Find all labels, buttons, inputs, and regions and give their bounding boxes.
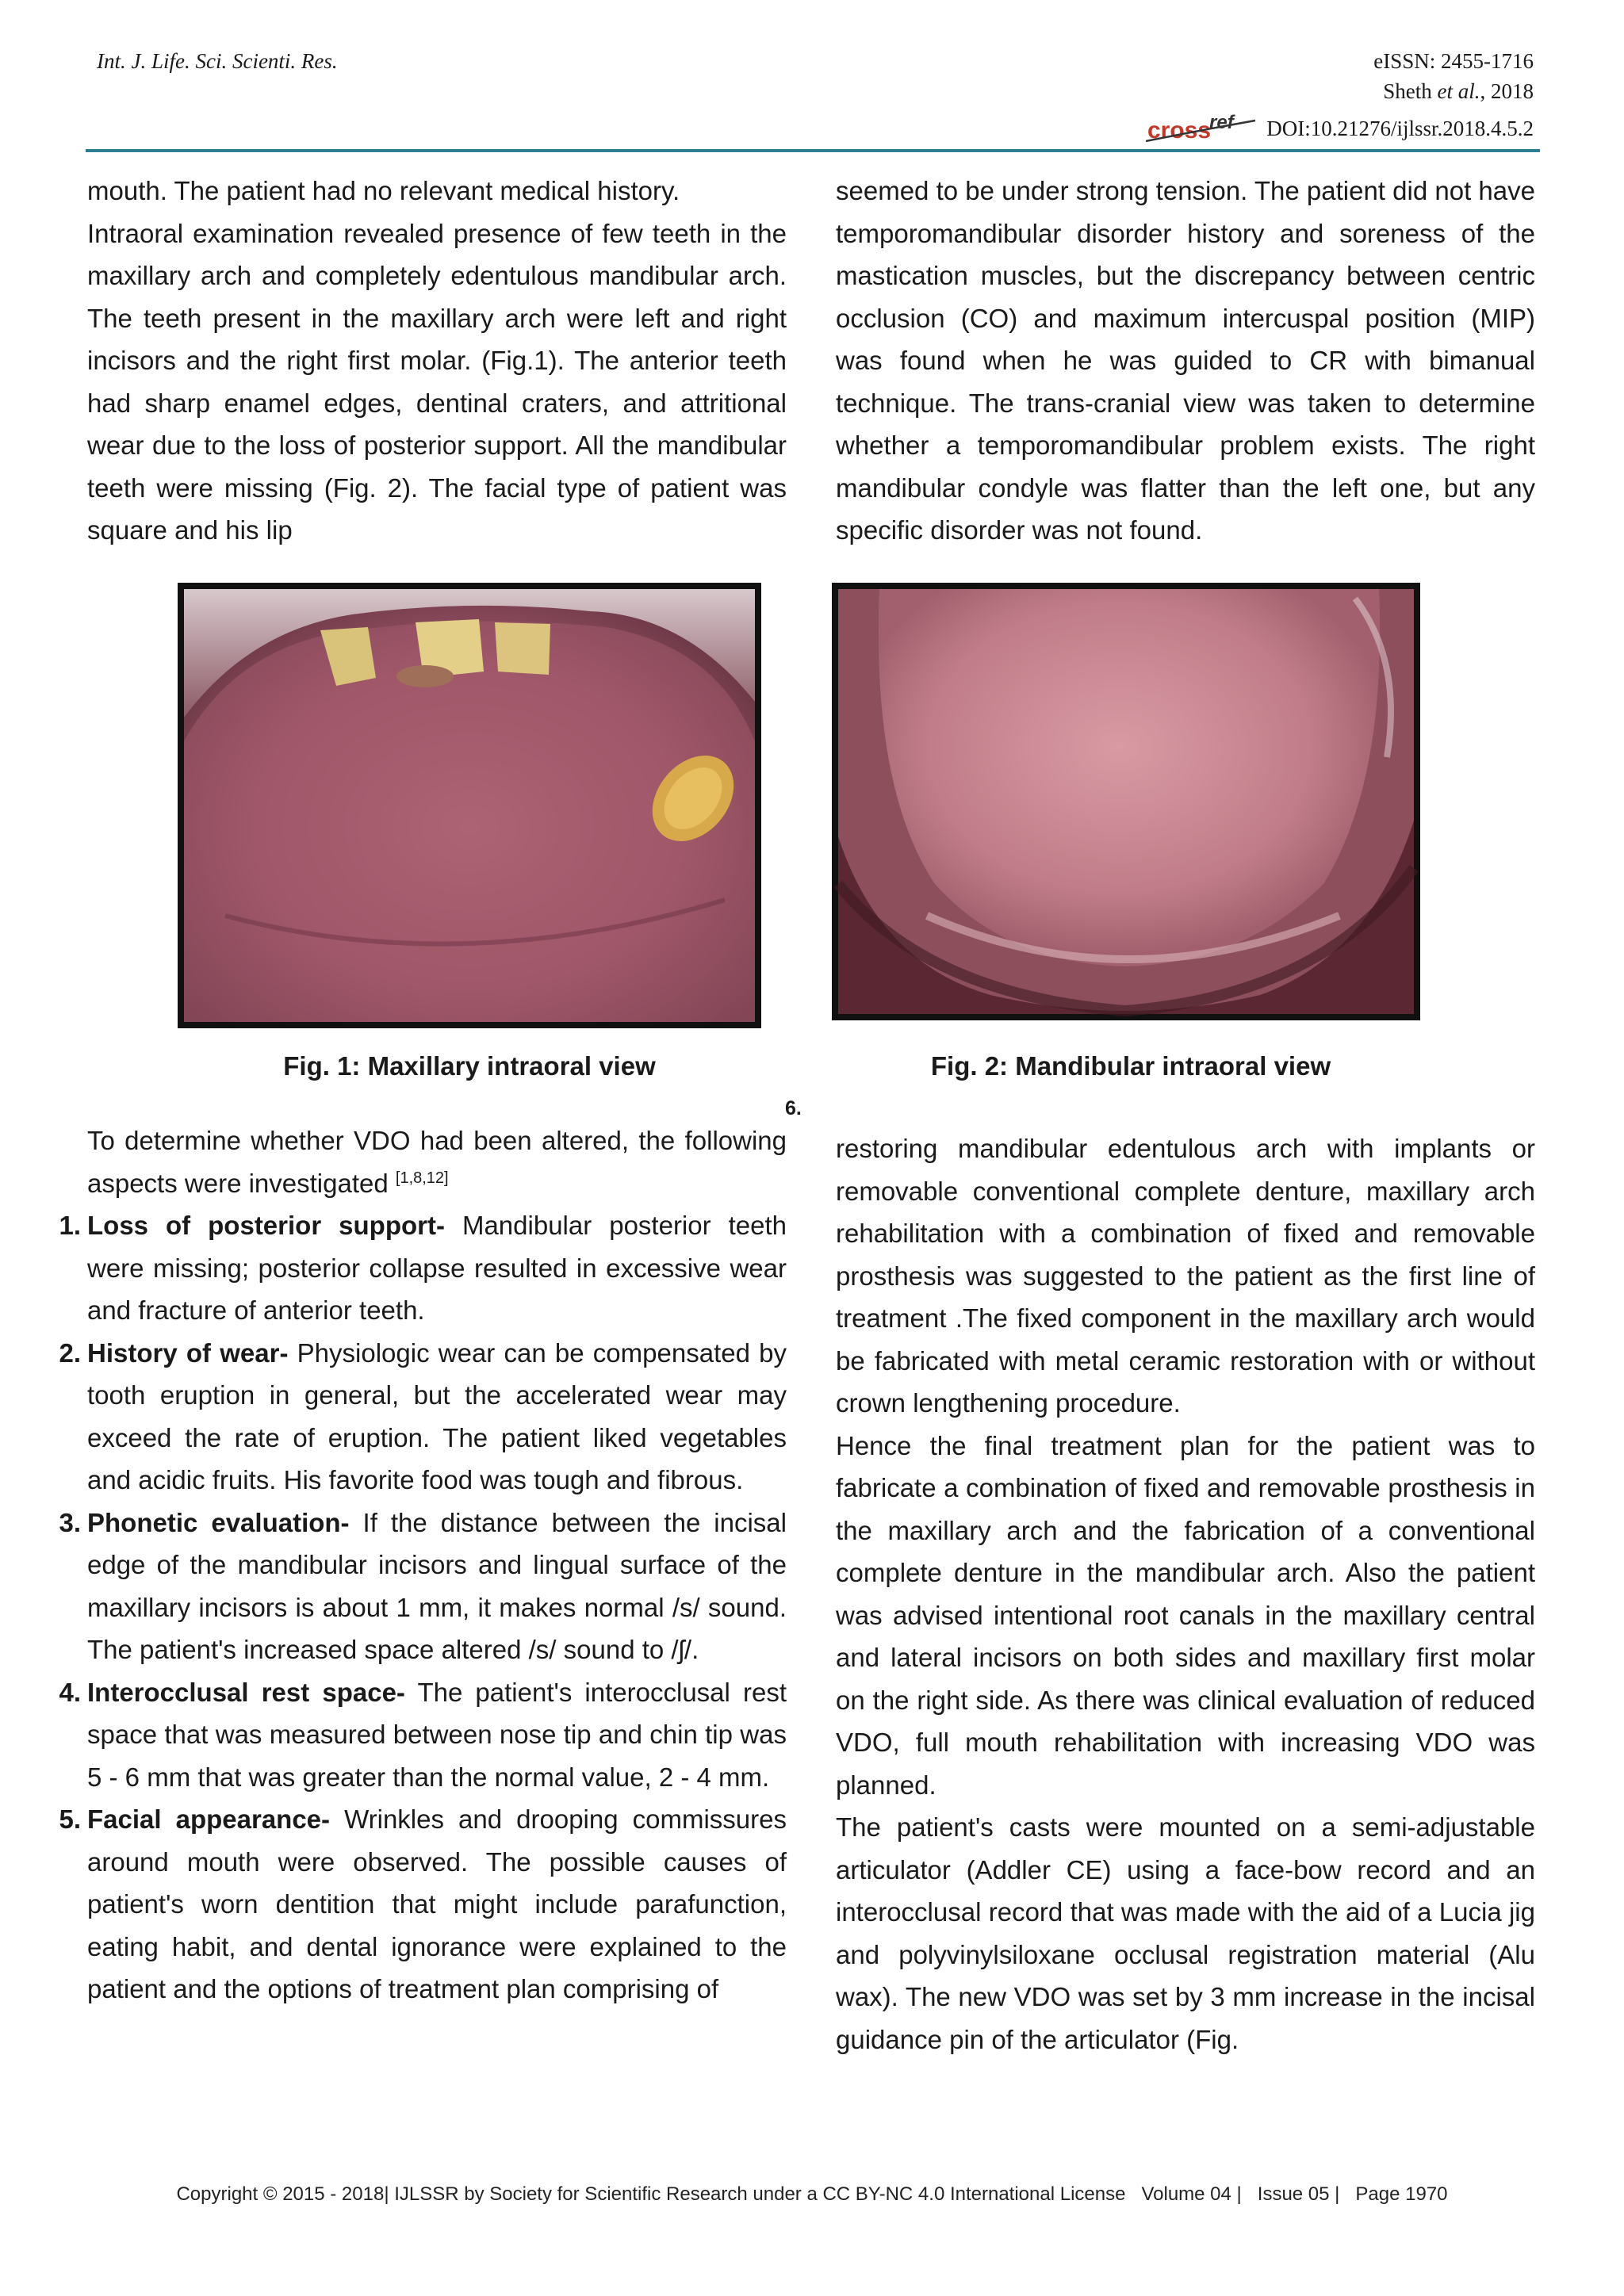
svg-text:cross: cross — [1147, 117, 1212, 144]
right-column-top — [836, 170, 1535, 552]
paragraph: The patient's casts were mounted on a semi-adjustable articulator (Addler CE) using a face-bow record and an interocclusal record that was made with the aid of a Lucia jig and polyvinylsiloxane occlusal registration material (Alu wax). The new VDO was set by 3 mm increase in the incisal guidance pin of the articulator (Fig. — [836, 1812, 1535, 2054]
paragraph: seemed to be under strong tension. The patient did not have temporomandibular disorder history and soreness of the mastication muscles, but the discrepancy between centric occlusion (CO) and maximum intercuspal position (MIP) was found when he was guided to CR with bimanual technique. The trans-cranial view was taken to determine whether a temporomandibular problem exists. The right mandibular condyle was flatter than the left one, but any specific disorder was not found. — [836, 176, 1535, 545]
aspects-list — [59, 1204, 787, 2011]
maxillary-intraoral-image — [178, 583, 761, 1028]
list-item: 2. History of wear- Physiologic wear can be compensated by tooth eruption in general, but the accelerated wear may exceed the rate of eruption. The patient liked vegetables and acidic fruits. His favorite food was tough and fibrous. — [59, 1337, 787, 1494]
header-rule — [86, 149, 1540, 152]
figure-2-caption: Fig. 2: Mandibular intraoral view — [930, 1051, 1331, 1081]
eissn: eISSN: 2455-1716 — [1373, 49, 1534, 73]
figure-1-photo — [178, 583, 761, 1028]
stray-mark: 6. — [785, 1097, 802, 1119]
mandibular-intraoral-image — [832, 583, 1420, 1020]
crossref-logo — [1146, 109, 1257, 152]
left-column-top — [87, 170, 787, 552]
page-footer: Copyright © 2015 - 2018| IJLSSR by Society for Scientific Research under a CC BY-NC 4.0 International License Volume 04 | Issue 05 | Page 1970 — [176, 2183, 1448, 2205]
crossref-logo-icon — [1146, 109, 1257, 144]
list-item: 1. Loss of posterior support- Mandibular posterior teeth were missing; posterior collapse resulted in excessive wear and fracture of anterior teeth. — [59, 1211, 787, 1325]
paragraph: restoring mandibular edentulous arch with implants or removable conventional complete denture, maxillary arch rehabilitation with a combination of fixed and removable prosthesis was suggested to the patient as the first line of treatment .The fixed component in the maxillary arch would be fabricated with metal ceramic restoration with or without crown lengthening procedure. — [836, 1134, 1535, 1418]
journal-title: Int. J. Life. Sci. Scienti. Res. — [97, 49, 338, 73]
left-column-bottom — [59, 1119, 787, 2011]
paragraph: Hence the final treatment plan for the patient was to fabricate a combination of fixed and removable prosthesis in the maxillary arch and the fabrication of a conventional complete denture in the mandibular arch. Also the patient was advised intentional root canals in the maxillary central and lateral incisors on both sides and maxillary first molar on the right side. As there was clinical evaluation of reduced VDO, full mouth rehabilitation with increasing VDO was planned. — [836, 1430, 1535, 1800]
right-column-bottom — [836, 1127, 1535, 2061]
citation: [1,8,12] — [395, 1169, 449, 1187]
paragraph: To determine whether VDO had been altered, the following aspects were investigated [1,8,12] — [87, 1126, 787, 1198]
figure-1-caption: Fig. 1: Maxillary intraoral view — [283, 1051, 656, 1081]
list-item: 4. Interocclusal rest space- The patient's interocclusal rest space that was measured between nose tip and chin tip was 5 - 6 mm that was greater than the normal value, 2 - 4 mm. — [59, 1677, 787, 1792]
figure-2-photo — [832, 583, 1420, 1020]
list-item: 3. Phonetic evaluation- If the distance between the incisal edge of the mandibular incisors and lingual surface of the maxillary incisors is about 1 mm, it makes normal /s/ sound. The patient's increased space altered /s/ sound to /ʃ/. — [59, 1507, 787, 1664]
paragraph: Intraoral examination revealed presence of few teeth in the maxillary arch and completely edentulous mandibular arch. The teeth present in the maxillary arch were left and right incisors and the right first molar. (Fig.1). The anterior teeth had sharp enamel edges, dentinal craters, and attritional wear due to the loss of posterior support. All the mandibular teeth were missing (Fig. 2). The facial type of patient was square and his lip — [87, 218, 787, 545]
header-right-block — [1146, 46, 1534, 152]
paragraph: mouth. The patient had no relevant medical history. — [87, 176, 680, 205]
svg-text:ref: ref — [1209, 112, 1234, 133]
list-item: 5. Facial appearance- Wrinkles and drooping commissures around mouth were observed. The possible causes of patient's worn dentition that might include parafunction, eating habit, and dental ignorance were explained to the patient and the options of treatment plan comprising of — [59, 1804, 787, 2003]
author-line: Sheth et al., 2018 — [1383, 79, 1534, 103]
doi: DOI:10.21276/ijlssr.2018.4.5.2 — [1266, 117, 1534, 141]
doi-line — [1146, 109, 1534, 152]
